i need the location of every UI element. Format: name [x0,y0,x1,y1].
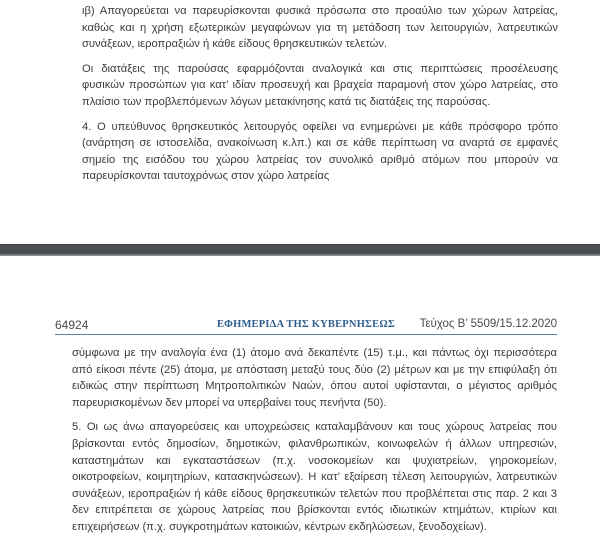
paragraph-continuation: σύμφωνα με την αναλογία ένα (1) άτομο ανά δεκαπέντε (15) τ.μ., και πάντως όχι περισσότερα από είκοσι πέντε (25) άτομα, με απόσταση μεταξύ τους δύο (2) μέτρων και με την επιφύλαξη ότι ειδικώς στην περίπτωση Μητροπολιτικών Ναών, όπου αυτοί υφίστανται, ο μέγιστος αριθμός παρευρισκομένων δεν μπορεί να υπερβαίνει τους πενήντα (50). [72,347,557,409]
paragraph-5: 5. Οι ως άνω απαγορεύσεις και υποχρεώσεις καταλαμβάνουν και τους χώρους λατρείας που βρίσκονται εντός δημοσίων, δημοτικών, φιλανθρωπικών, κοινωφελών ή άλλων υπηρεσιών, καταστημάτων και εγκαταστάσεων (π.χ. νοσοκομείων και ψυχιατρείων, γηροκομείων, οικοτροφείων, κοιμητηρίων, κατασκηνώσεων). Η κατ’ εξαίρεση τέλεση λειτουργιών, λατρευτικών συνάξεων, ιεροπραξιών ή κάθε είδους θρησκευτικών τελετών που προβλέπεται στις παρ. 2 και 3 δεν επιτρέπεται σε χώρους λατρείας που βρίσκονται εντός ιδιωτικών κτημάτων, κτιρίων και επιχειρήσεων (π.χ. συγκροτημάτων κατοικιών, κέντρων εκδηλώσεων, ξενοδοχείων). [72,421,557,533]
current-page [0,256,600,533]
current-page-body [72,345,557,544]
page-header [55,318,557,335]
paragraph-4: 4. Ο υπεύθυνος θρησκευτικός λειτουργός οφείλει να ενημερώνει με κάθε πρόσφορο τρόπο (ανάρτηση σε ιστοσελίδα, ανακοίνωση κ.λπ.) και σε κάθε περίπτωση να αναρτά σε εμφανές σημείο της εισόδου του χώρου λατρείας τον συνολικό αριθμό ατόμων που μπορούν να παρευρίσκονται ταυτοχρόνως στον χώρο λατρείας [82,120,558,183]
gazette-title: ΕΦΗΜΕΡΙΔΑ ΤΗΣ ΚΥΒΕΡΝΗΣΕΩΣ [216,319,396,330]
previous-page-fragment [0,0,600,244]
page-separator [0,244,600,256]
page-number: 64924 [55,318,89,332]
paragraph-provisions: Οι διατάξεις της παρούσας εφαρμόζονται αναλογικά και στις περιπτώσεις προσέλευσης φυσικών προσώπων για κατ’ ιδίαν προσευχή και βραχεία παραμονή στον χώρο λατρείας, στο πλαίσιο των προβλεπόμενων λόγων μετακίνησης κατά τις διατάξεις της παρούσας. [82,62,558,108]
paragraph-iv: ιβ) Απαγορεύεται να παρευρίσκονται φυσικά πρόσωπα στο προαύλιο των χώρων λατρείας, καθώς και η χρήση εξωτερικών μεγαφώνων για τη μετάδοση των λειτουργιών, λατρευτικών συνάξεων, ιεροπραξιών ή κάθε είδους θρησκευτικών τελετών. [82,5,558,51]
issue-reference: Τεύχος B’ 5509/15.12.2020 [419,318,557,330]
previous-page-body [82,3,558,193]
